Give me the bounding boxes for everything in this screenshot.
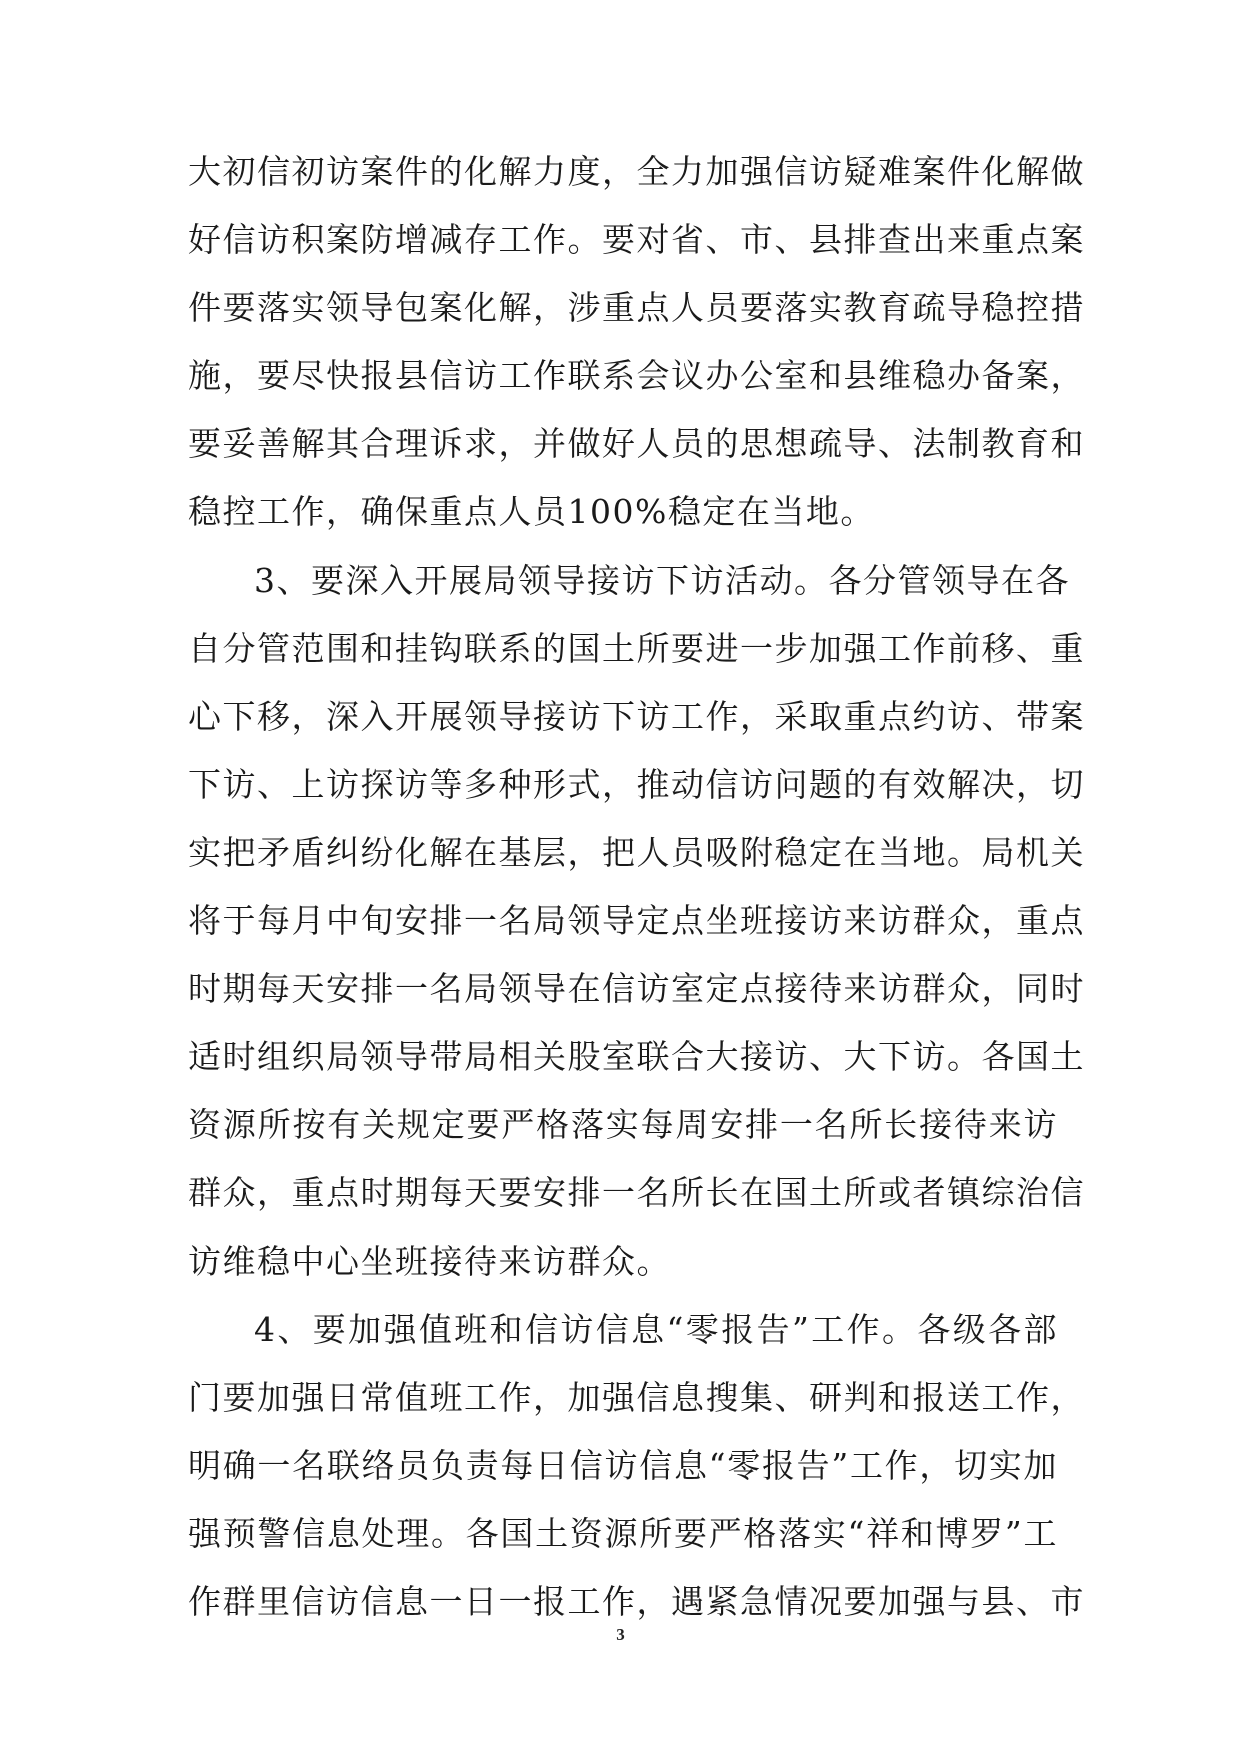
text-line: 群众，重点时期每天要安排一名所长在国土所或者镇综治信 <box>188 1173 1085 1213</box>
text-line: 施，要尽快报县信访工作联系会议办公室和县维稳办备案， <box>188 356 1085 396</box>
text-line: 下访、上访探访等多种形式，推动信访问题的有效解决，切 <box>188 764 1085 804</box>
text-line: 件要落实领导包案化解，涉重点人员要落实教育疏导稳控措 <box>188 288 1085 328</box>
text-line: 作群里信访信息一日一报工作，遇紧急情况要加强与县、市 <box>188 1581 1085 1621</box>
text-line: 自分管范围和挂钩联系的国土所要进一步加强工作前移、重 <box>188 628 1085 668</box>
text-line: 明确一名联络员负责每日信访信息“零报告”工作，切实加 <box>188 1445 1058 1485</box>
text-line: 要妥善解其合理诉求，并做好人员的思想疏导、法制教育和 <box>188 424 1085 464</box>
text-line: 时期每天安排一名局领导在信访室定点接待来访群众，同时 <box>188 969 1085 1009</box>
text-line: 心下移，深入开展领导接访下访工作，采取重点约访、带案 <box>188 696 1085 736</box>
page-number: 3 <box>616 1625 625 1644</box>
text-line: 稳控工作，确保重点人员100%稳定在当地。 <box>188 492 875 532</box>
paragraph-4-heading-line: 4、要加强值班和信访信息“零报告”工作。各级各部 <box>254 1309 1058 1349</box>
text-line: 好信访积案防增减存工作。要对省、市、县排查出来重点案 <box>188 220 1085 260</box>
text-line: 实把矛盾纠纷化解在基层，把人员吸附稳定在当地。局机关 <box>188 832 1085 872</box>
text-line: 适时组织局领导带局相关股室联合大接访、大下访。各国土 <box>188 1037 1085 1077</box>
document-body <box>188 138 1085 1636</box>
text-line: 强预警信息处理。各国土资源所要严格落实“祥和博罗”工 <box>188 1513 1058 1553</box>
paragraph-3-heading-line: 3、要深入开展局领导接访下访活动。各分管领导在各 <box>254 560 1070 600</box>
text-line: 访维稳中心坐班接待来访群众。 <box>188 1241 671 1281</box>
text-line: 将于每月中旬安排一名局领导定点坐班接访来访群众，重点 <box>188 901 1085 941</box>
text-line: 资源所按有关规定要严格落实每周安排一名所长接待来访 <box>188 1105 1058 1145</box>
text-line: 大初信初访案件的化解力度，全力加强信访疑难案件化解做 <box>188 152 1085 191</box>
text-line: 门要加强日常值班工作，加强信息搜集、研判和报送工作， <box>188 1377 1085 1417</box>
